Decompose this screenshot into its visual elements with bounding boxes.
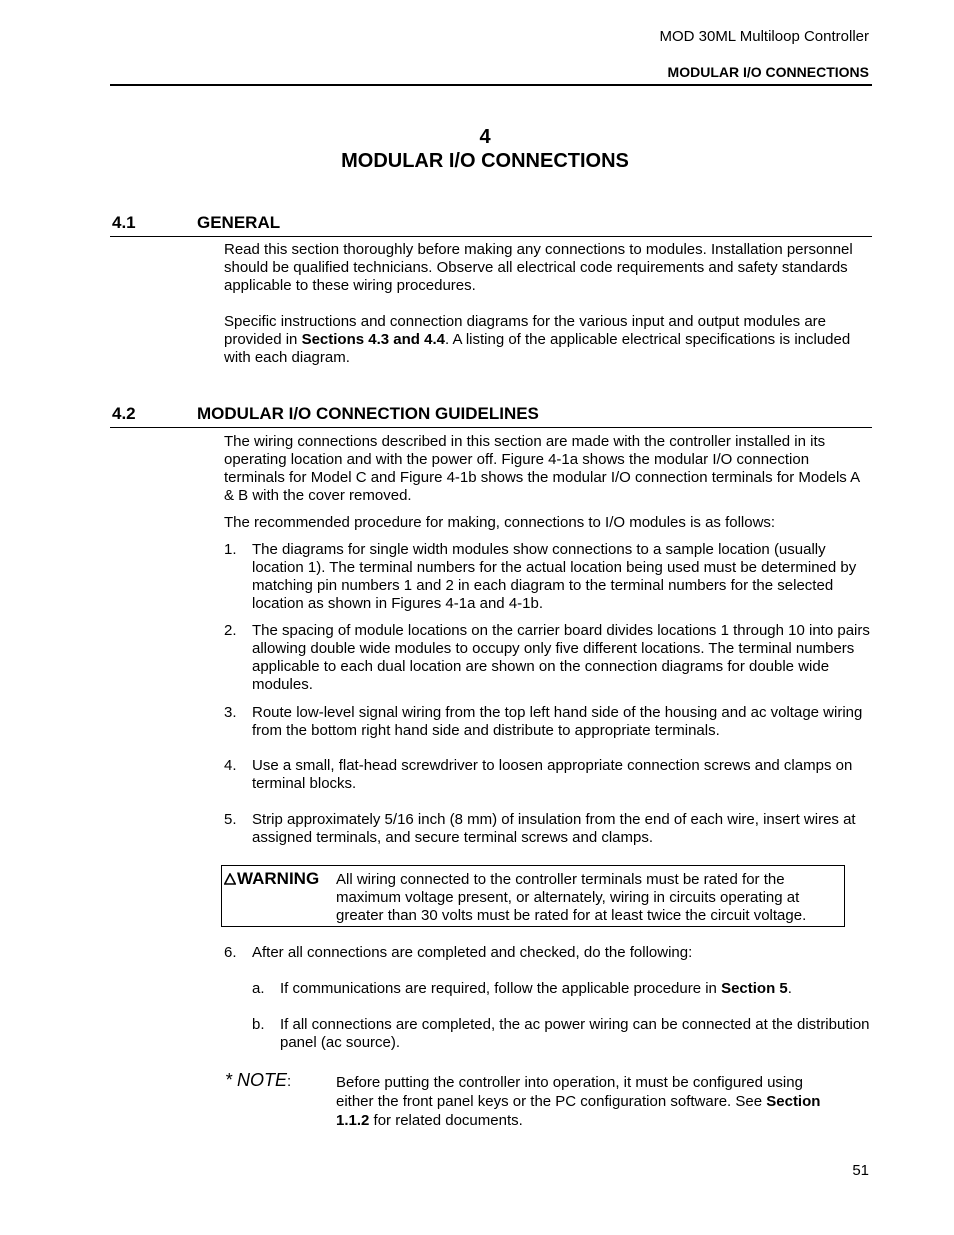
step-number: 3. [224,704,237,721]
section-title: GENERAL [197,213,281,232]
note-label: * NOTE: [225,1070,292,1090]
step-text: After all connections are completed and checked, do the following: [252,944,693,961]
section-number: 4.1 [112,213,136,232]
step-text: The spacing of module locations on the carrier board divides locations 1 through 10 into pairs allowing double wide modules to occupy only five different locations. The terminal numbers applicable to each dual location are shown on the connection diagrams for double wide modules. [252,622,870,693]
step-number: 6. [224,944,237,961]
warning-triangle-icon [224,873,236,885]
running-header-section: MODULAR I/O CONNECTIONS [667,64,869,80]
step-number: 5. [224,811,237,828]
section-reference: Sections 4.3 and 4.4 [301,331,445,348]
section-rule [110,427,872,428]
general-paragraph-1: Read this section thoroughly before making any connections to modules. Installation personnel should be qualified technicians. Observe all electrical code requirements and safety standards applicable to these wiring procedures. [224,241,853,294]
substep-text: If all connections are completed, the ac power wiring can be connected at the distribution panel (ac source). [280,1016,870,1051]
warning-label: WARNING [224,869,319,889]
step-text: Route low-level signal wiring from the top left hand side of the housing and ac voltage wiring from the bottom right hand side and distribute to appropriate terminals. [252,704,863,739]
guidelines-paragraph-1: The wiring connections described in this section are made with the controller installed in its operating location and with the power off. Figure 4-1a shows the modular I/O connection terminals for Model C and Figure 4-1b shows the modular I/O connection terminals for Models A & B with the cover removed. [224,433,860,504]
step-text: Strip approximately 5/16 inch (8 mm) of insulation from the end of each wire, insert wires at assigned terminals, and secure terminal screws and clamps. [252,811,856,846]
general-paragraph-2: Specific instructions and connection diagrams for the various input and output modules are provided in Sections 4.3 and 4.4. A listing of the applicable electrical specifications is included with each diagram. [224,313,851,366]
section-reference: Section 1.1.2 [336,1093,821,1129]
substep-letter: a. [252,980,265,997]
section-number: 4.2 [112,404,136,423]
step-number: 2. [224,622,237,639]
chapter-title: MODULAR I/O CONNECTIONS [341,150,629,172]
step-number: 1. [224,541,237,558]
header-rule [110,84,872,86]
step-number: 4. [224,757,237,774]
guidelines-paragraph-2: The recommended procedure for making, connections to I/O modules is as follows: [224,514,776,531]
section-reference: Section 5 [721,980,788,997]
warning-text: All wiring connected to the controller terminals must be rated for the maximum voltage present, or alternately, wiring in circuits operating at greater than 30 volts must be rated for at least twice the circuit voltage. [336,871,807,924]
running-header-title: MOD 30ML Multiloop Controller [659,28,869,45]
note-text: Before putting the controller into operation, it must be configured using either the front panel keys or the PC configuration software. See Section 1.1.2 for related documents. [336,1074,821,1129]
step-text: Use a small, flat-head screwdriver to loosen appropriate connection screws and clamps on terminal blocks. [252,757,853,792]
section-title: MODULAR I/O CONNECTION GUIDELINES [197,404,539,423]
substep-text: If communications are required, follow the applicable procedure in Section 5. [280,980,792,997]
page-number: 51 [852,1162,869,1179]
substep-letter: b. [252,1016,265,1033]
chapter-number: 4 [479,126,491,148]
section-rule [110,236,872,237]
step-text: The diagrams for single width modules show connections to a sample location (usually location 1). The terminal numbers for the actual location being used must be determined by matching pin numbers 1 and 2 in each diagram to the terminal numbers for the selected location as shown in Figures 4-1a and 4-1b. [252,541,857,612]
